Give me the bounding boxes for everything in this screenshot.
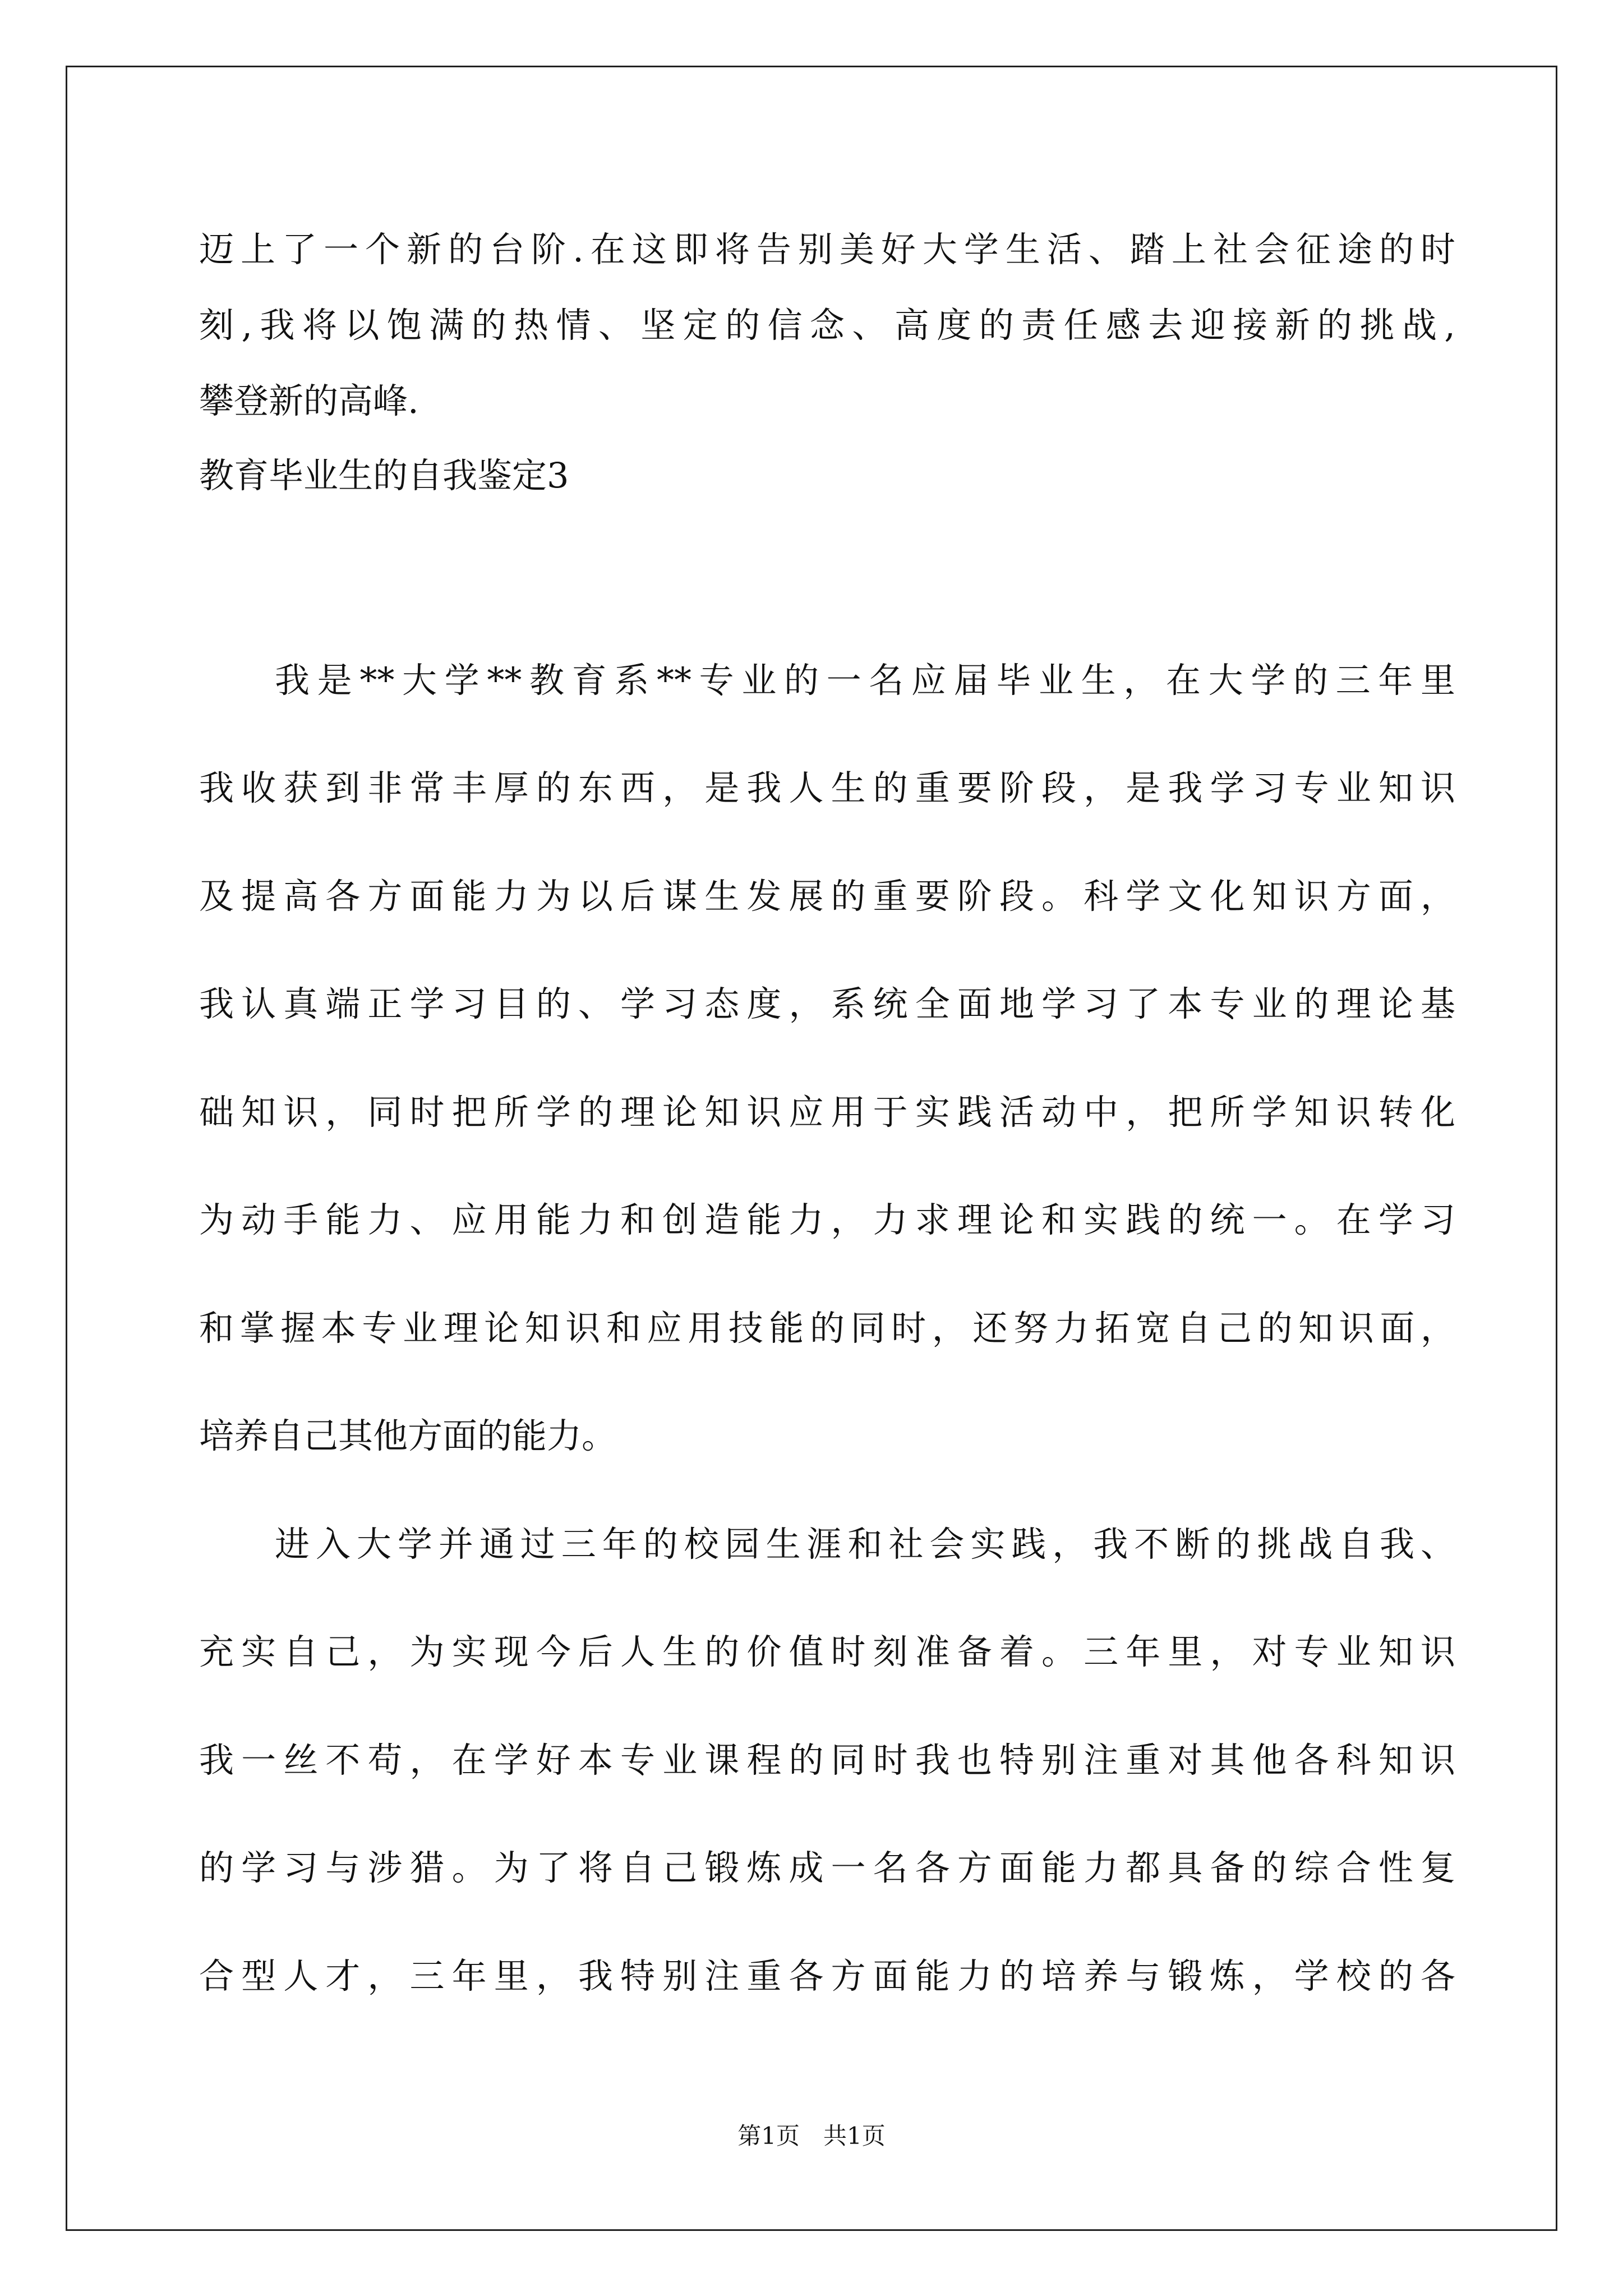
paragraph-1-line-1: 我是**大学**教育系**专业的一名应届毕业生，在大学的三年里 bbox=[275, 660, 1455, 701]
paragraph-1-line-5: 础知识，同时把所学的理论知识应用于实践活动中，把所学知识转化 bbox=[199, 1092, 1455, 1133]
paragraph-1-line-2: 我收获到非常丰厚的东西，是我人生的重要阶段，是我学习专业知识 bbox=[199, 767, 1455, 808]
paragraph-2-line-2: 充实自己，为实现今后人生的价值时刻准备着。三年里，对专业知识 bbox=[199, 1631, 1455, 1672]
text-line-3: 攀登新的高峰. bbox=[199, 380, 419, 421]
text-line-1: 迈上了一个新的台阶.在这即将告别美好大学生活、踏上社会征途的时 bbox=[199, 229, 1455, 270]
paragraph-1-line-6: 为动手能力、应用能力和创造能力，力求理论和实践的统一。在学习 bbox=[199, 1199, 1455, 1240]
paragraph-1-line-3: 及提高各方面能力为以后谋生发展的重要阶段。科学文化知识方面， bbox=[199, 876, 1455, 917]
paragraph-2-line-1: 进入大学并通过三年的校园生涯和社会实践，我不断的挑战自我、 bbox=[275, 1524, 1455, 1565]
paragraph-1-line-8: 培养自己其他方面的能力。 bbox=[199, 1415, 617, 1456]
paragraph-2-line-3: 我一丝不苟，在学好本专业课程的同时我也特别注重对其他各科知识 bbox=[199, 1740, 1455, 1780]
paragraph-2-line-5: 合型人才，三年里，我特别注重各方面能力的培养与锻炼，学校的各 bbox=[199, 1955, 1455, 1996]
paragraph-1-line-4: 我认真端正学习目的、学习态度，系统全面地学习了本专业的理论基 bbox=[199, 983, 1455, 1024]
section-heading: 教育毕业生的自我鉴定3 bbox=[199, 455, 569, 496]
page-footer: 第1页 共1页 bbox=[737, 2122, 886, 2150]
paragraph-2-line-4: 的学习与涉猎。为了将自己锻炼成一名各方面能力都具备的综合性复 bbox=[199, 1847, 1455, 1888]
text-line-2: 刻,我将以饱满的热情、坚定的信念、高度的责任感去迎接新的挑战, bbox=[199, 305, 1455, 346]
paragraph-1-line-7: 和掌握本专业理论知识和应用技能的同时，还努力拓宽自己的知识面， bbox=[199, 1308, 1455, 1349]
